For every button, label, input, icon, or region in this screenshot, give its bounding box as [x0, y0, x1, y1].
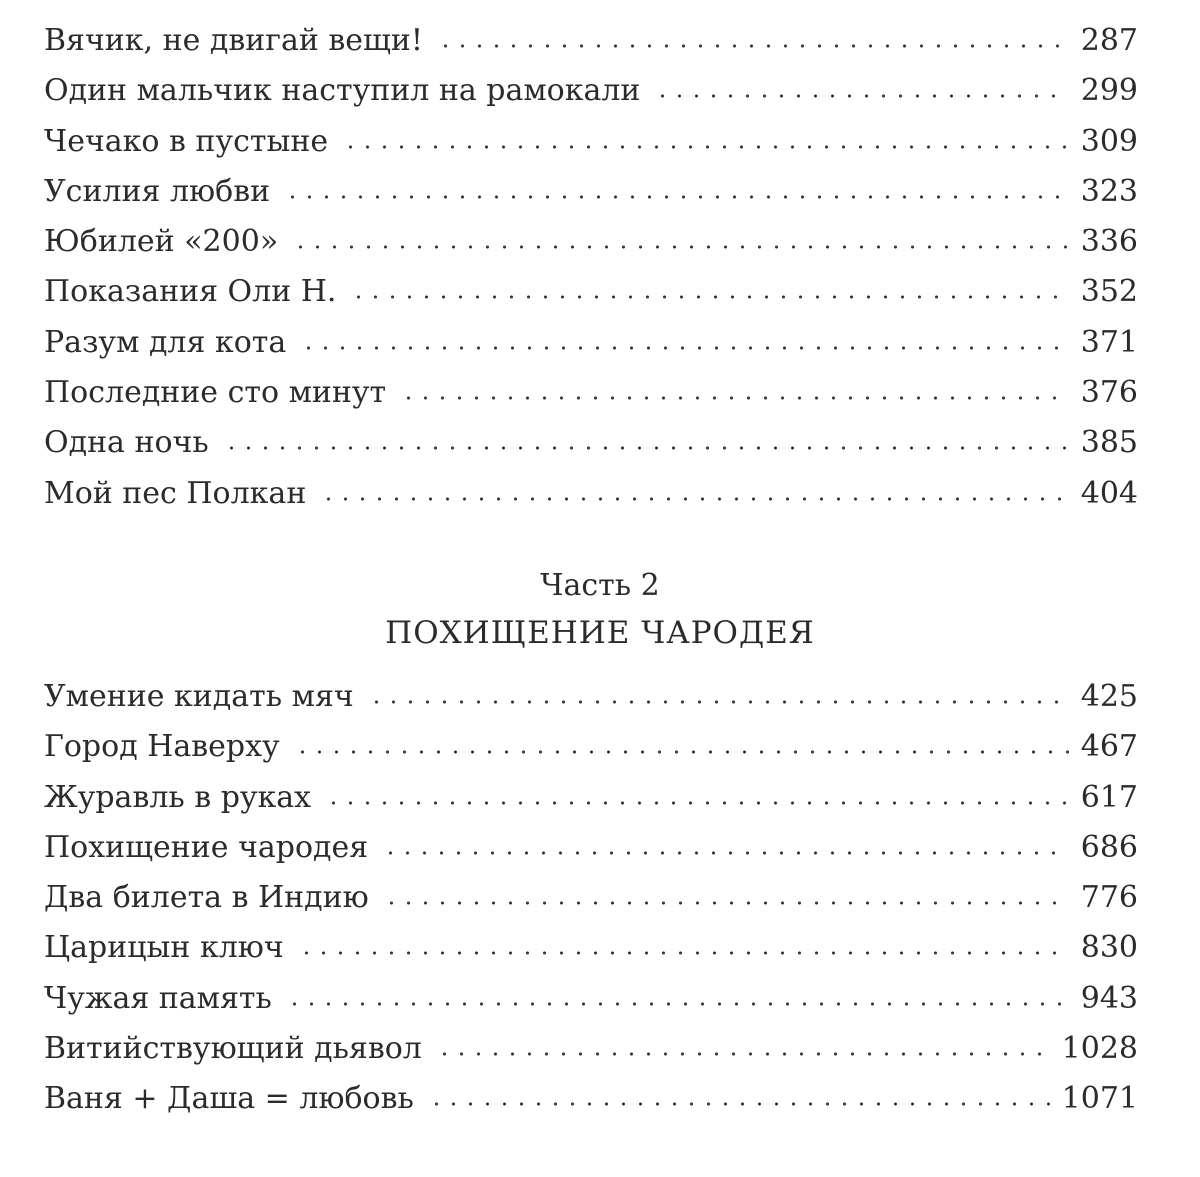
toc-entry-page-number: 1071	[1061, 1081, 1138, 1117]
toc-entry-title: Чужая память	[44, 980, 272, 1016]
toc-entry	[44, 418, 1138, 468]
toc-entry	[44, 773, 1138, 823]
toc-list-part-2	[44, 672, 1138, 1125]
toc-entry	[44, 318, 1138, 368]
toc-entry-title: Юбилей «200»	[44, 224, 279, 260]
toc-list-part-1	[44, 16, 1138, 519]
toc-entry	[44, 672, 1138, 722]
toc-entry-page-number: 336	[1080, 224, 1138, 260]
toc-entry-title: Вячик, не двигай вещи!	[44, 23, 423, 58]
toc-entry-title: Показания Оли Н.	[44, 274, 337, 310]
dot-leader	[286, 1002, 1069, 1006]
toc-entry-page-number: 309	[1080, 123, 1138, 159]
toc-entry-title: Журавль в руках	[44, 779, 312, 815]
toc-entry	[44, 722, 1138, 772]
toc-entry	[44, 368, 1138, 418]
toc-entry-title: Два билета в Индию	[44, 880, 369, 916]
toc-entry-page-number: 404	[1080, 475, 1138, 511]
toc-entry	[44, 167, 1138, 217]
toc-entry-title: Город Наверху	[44, 729, 280, 765]
toc-entry	[44, 1074, 1138, 1124]
toc-entry-title: Последние сто минут	[44, 375, 387, 411]
toc-entry-title: Мой пес Полкан	[44, 475, 307, 511]
toc-entry-page-number: 425	[1080, 679, 1138, 714]
dot-leader	[300, 346, 1068, 350]
toc-entry	[44, 974, 1138, 1024]
toc-entry	[44, 823, 1138, 873]
dot-leader	[437, 44, 1069, 48]
part-number-heading: Часть 2	[540, 568, 660, 603]
dot-leader	[342, 145, 1069, 149]
dot-leader	[320, 497, 1068, 501]
toc-entry-page-number: 385	[1080, 425, 1138, 461]
toc-entry-page-number: 323	[1080, 173, 1138, 209]
toc-entry-page-number: 1028	[1061, 1031, 1138, 1067]
dot-leader	[325, 801, 1069, 805]
dot-leader	[436, 1052, 1050, 1056]
dot-leader	[294, 750, 1069, 754]
dot-leader	[350, 295, 1068, 299]
dot-leader	[298, 951, 1069, 955]
toc-entry-title: Усилия любви	[44, 173, 271, 209]
toc-entry-title: Ваня + Даша = любовь	[44, 1081, 414, 1117]
toc-entry	[44, 923, 1138, 973]
dot-leader	[383, 901, 1069, 905]
toc-entry-title: Умение кидать мяч	[44, 679, 354, 714]
toc-entry-title: Витийствующий дьявол	[44, 1031, 422, 1067]
toc-entry	[44, 66, 1138, 116]
toc-entry	[44, 16, 1138, 66]
toc-entry-page-number: 467	[1080, 729, 1138, 765]
toc-entry-title: Один мальчик наступил на рамокали	[44, 73, 641, 109]
dot-leader	[382, 851, 1069, 855]
dot-leader	[368, 700, 1069, 704]
toc-entry-page-number: 776	[1080, 880, 1138, 916]
toc-entry	[44, 1024, 1138, 1074]
toc-entry-title: Похищение чародея	[44, 829, 369, 865]
dot-leader	[223, 446, 1069, 450]
toc-entry-page-number: 299	[1080, 73, 1138, 109]
toc-entry-page-number: 617	[1080, 779, 1138, 815]
toc-entry-page-number: 830	[1080, 930, 1138, 966]
toc-entry-title: Чечако в пустыне	[44, 123, 329, 159]
dot-leader	[400, 396, 1069, 400]
dot-leader	[292, 245, 1069, 249]
toc-entry-page-number: 287	[1080, 23, 1138, 58]
toc-entry-page-number: 376	[1080, 375, 1138, 411]
toc-entry-title: Одна ночь	[44, 425, 209, 461]
toc-entry-title: Разум для кота	[44, 324, 287, 360]
toc-entry-page-number: 686	[1080, 829, 1138, 865]
dot-leader	[284, 195, 1069, 199]
toc-entry-title: Царицын ключ	[44, 930, 284, 966]
toc-entry	[44, 873, 1138, 923]
part-title-heading: ПОХИЩЕНИЕ ЧАРОДЕЯ	[385, 615, 815, 651]
toc-entry	[44, 217, 1138, 267]
toc-entry	[44, 469, 1138, 519]
toc-entry-page-number: 352	[1080, 274, 1138, 310]
toc-entry-page-number: 943	[1080, 980, 1138, 1016]
toc-entry	[44, 267, 1138, 317]
toc-entry	[44, 117, 1138, 167]
dot-leader	[654, 94, 1068, 98]
toc-entry-page-number: 371	[1080, 324, 1138, 360]
dot-leader	[428, 1102, 1050, 1106]
